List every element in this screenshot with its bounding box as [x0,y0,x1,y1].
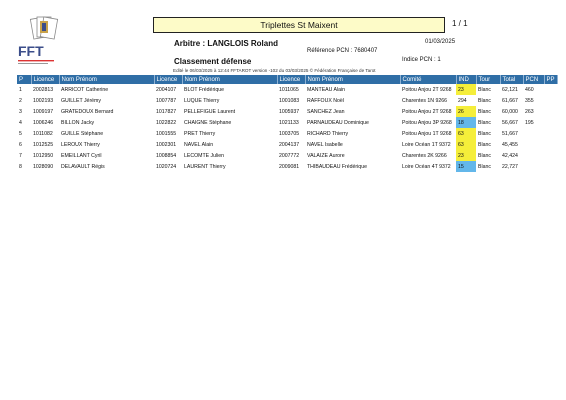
cell-pp [544,139,557,150]
cell-total: 60,000 [502,108,518,115]
cell-total: 62,121 [502,86,518,93]
cell-tour: Blanc [478,163,491,170]
table-row [17,106,557,117]
cell-lic3: 1005937 [279,108,300,115]
cell-nom1: ARRICOT Catherine [61,86,109,93]
cell-nom2: BLOT Frédérique [184,86,224,93]
cell-tour: Blanc [478,119,491,126]
cell-lic3: 1011065 [279,86,299,93]
cell-lic2: 1008854 [156,152,177,159]
cell-nom3: VALAIZE Aurore [307,152,345,159]
cell-nom3: MANTEAU Alain [307,86,346,93]
cell-ind: 63 [456,128,476,139]
cell-nom2: NAVEL Alain [184,141,214,148]
cell-p: 4 [19,119,22,126]
cell-comite: Charentes 2K 9266 [402,152,447,159]
cell-lic1: 1009197 [33,108,54,115]
col-header-comite: Comité [400,75,456,84]
col-header-pp: PP [544,75,557,84]
cell-nom3: RAFFOUX Noël [307,97,344,104]
cell-lic1: 1012525 [33,141,54,148]
indice-pcn: Indice PCN : 1 [402,57,441,63]
cell-comite: Poitou Anjou 2T 9268 [402,86,452,93]
cell-nom2: PRET Thierry [184,130,216,137]
cell-comite: Charentes 1N 9266 [402,97,447,104]
fft-logo [16,16,68,76]
cell-total: 45,455 [502,141,518,148]
cell-total: 51,667 [502,130,518,137]
cell-nom1: GUILLE Stéphane [61,130,104,137]
cell-lic2: 1017827 [156,108,177,115]
page-indicator: 1 / 1 [452,19,468,28]
cell-lic2: 2004107 [156,86,177,93]
table-row [17,117,557,128]
cell-pp [544,128,557,139]
col-header-nom-2: Nom Prénom [182,75,277,84]
cell-nom1: BILLON Jacky [61,119,95,126]
cell-p: 7 [19,152,22,159]
cell-pcn [523,150,544,161]
cell-p: 6 [19,141,22,148]
cell-tour: Blanc [478,97,491,104]
cell-ind: 23 [456,150,476,161]
cell-tour: Blanc [478,130,491,137]
arbitre-label: Arbitre : LANGLOIS Roland [174,39,278,48]
cell-nom1: LEROUX Thierry [61,141,100,148]
cell-ind: 63 [456,139,476,150]
cell-p: 5 [19,130,22,137]
reference-pcn: Référence PCN : 7680407 [307,48,378,54]
cell-lic1: 1006246 [33,119,54,126]
cell-tour: Blanc [478,152,491,159]
cell-lic2: 1002301 [156,141,177,148]
ranking-title: Classement défense [174,57,252,66]
cell-lic1: 1011082 [33,130,53,137]
col-header-licence-3: Licence [277,75,305,84]
col-header-licence-2: Licence [154,75,182,84]
edition-note: Edité le 06/03/2025 à 12:44 FFTAROT version -102 du 03/03/2025 © Fédération Française de Tarot [173,68,376,73]
cell-nom3: SANCHEZ Jean [307,108,345,115]
tournament-title: Triplettes St Maixent [153,17,445,33]
table-row [17,161,557,172]
cell-pp [544,106,557,117]
cell-total: 42,424 [502,152,518,159]
cell-p: 8 [19,163,22,170]
table-row [17,139,557,150]
cell-lic1: 1012950 [33,152,54,159]
cell-lic2: 1001555 [156,130,177,137]
cell-p: 1 [19,86,22,93]
cell-pcn: 460 [525,86,534,93]
cell-nom3: NAVEL Isabelle [307,141,343,148]
cell-total: 56,667 [502,119,518,126]
cell-lic3: 2004137 [279,141,300,148]
cell-ind: 23 [456,84,476,95]
cell-tour: Blanc [478,108,491,115]
cell-nom3: THIBAUDEAU Frédérique [307,163,367,170]
cell-lic2: 1020724 [156,163,177,170]
cell-nom3: RICHARD Thierry [307,130,349,137]
cell-pcn: 263 [525,108,534,115]
cell-lic2: 1022822 [156,119,177,126]
cell-nom2: LAURENT Thierry [184,163,226,170]
cell-nom1: GRATEDOUX Bernard [61,108,114,115]
cell-lic3: 1021133 [279,119,299,126]
cell-lic2: 1007787 [156,97,177,104]
cell-lic3: 1001083 [279,97,300,104]
cell-ind: 18 [456,117,476,128]
cell-ind: 294 [458,97,467,104]
cell-total: 22,727 [502,163,518,170]
col-header-ind: IND [456,75,476,84]
table-row [17,95,557,106]
cell-comite: Loire Océan 4T 9372 [402,163,451,170]
cell-comite: Poitou Anjou 3P 9268 [402,119,452,126]
cell-lic3: 1003705 [279,130,300,137]
cell-pcn [523,139,544,150]
event-date: 01/03/2025 [425,39,456,45]
cell-nom2: LUQUE Thierry [184,97,220,104]
cell-lic1: 2002813 [33,86,54,93]
col-header-nom-1: Nom Prénom [59,75,154,84]
cell-p: 2 [19,97,22,104]
table-header-row [17,75,557,84]
cell-comite: Loire Océan 1T 9372 [402,141,451,148]
cell-nom2: PELLEFIGUE Laurent [184,108,236,115]
cell-pp [544,150,557,161]
col-header-tour: Tour [476,75,500,84]
table-row [17,128,557,139]
table-row [17,150,557,161]
col-header-nom-3: Nom Prénom [305,75,400,84]
cell-comite: Poitou Anjou 1T 9268 [402,130,452,137]
results-table [17,75,558,172]
cell-pcn [523,128,544,139]
cell-total: 61,667 [502,97,518,104]
cell-lic3: 2009081 [279,163,300,170]
table-row [17,84,557,95]
cell-nom1: GUILLET Jérémy [61,97,101,104]
cell-pcn [523,161,544,172]
cell-comite: Poitou Anjou 2T 9268 [402,108,452,115]
cell-nom2: CHAIGNE Stéphane [184,119,232,126]
cell-ind: 26 [456,106,476,117]
cell-nom1: DELAVAULT Régis [61,163,105,170]
cell-pp [544,84,557,95]
cell-lic3: 2007772 [279,152,300,159]
cell-pcn: 195 [525,119,534,126]
cell-ind: 15 [456,161,476,172]
cell-pp [544,117,557,128]
cell-nom2: LECOMTE Julien [184,152,225,159]
cell-pp [544,95,557,106]
cell-pcn: 355 [525,97,534,104]
cell-lic1: 1002193 [33,97,54,104]
cell-nom3: PARNAUDEAU Dominique [307,119,369,126]
cell-tour: Blanc [478,86,491,93]
col-header-pcn: PCN [523,75,544,84]
cell-lic1: 1028090 [33,163,54,170]
cell-pp [544,161,557,172]
col-header-licence-1: Licence [31,75,59,84]
col-header-p: P [17,75,31,84]
col-header-total: Total [500,75,523,84]
cell-tour: Blanc [478,141,491,148]
cell-p: 3 [19,108,22,115]
logo-letters: FFT [18,43,44,59]
cell-nom1: EMEILLANT Cyril [61,152,102,159]
